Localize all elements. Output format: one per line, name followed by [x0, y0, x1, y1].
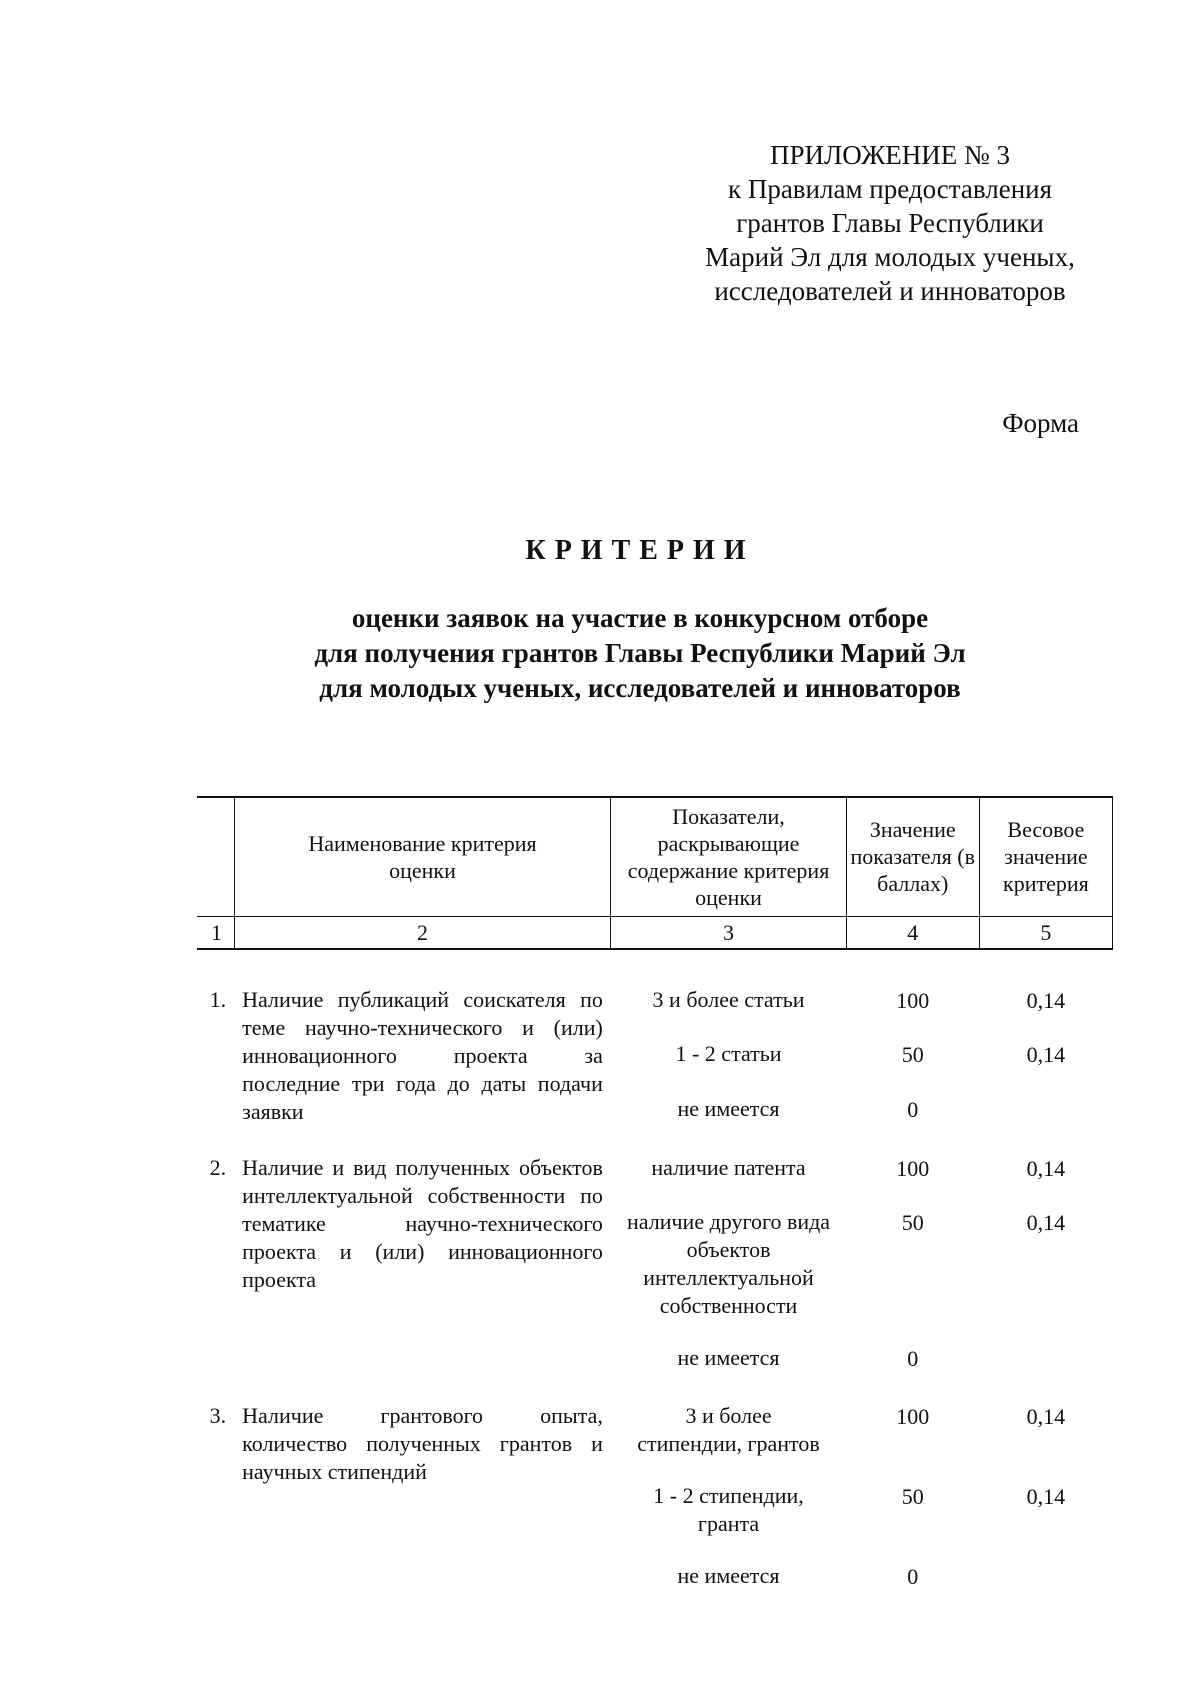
indicator-value: 0 — [907, 1345, 919, 1371]
header-score-value: Значение показателя (в баллах) — [846, 797, 979, 916]
criterion-number: 1. — [209, 986, 227, 1012]
column-number: 2 — [234, 916, 611, 949]
appendix-line: грантов Главы Республики — [736, 208, 1044, 238]
criterion-row — [197, 986, 1113, 1017]
column-number: 3 — [611, 916, 846, 949]
criterion-row — [197, 1402, 1113, 1458]
indicator-weight — [979, 1095, 1112, 1126]
indicator-weight: 0,14 — [1026, 1155, 1066, 1181]
column-number: 5 — [979, 916, 1112, 949]
indicator-weight: 0,14 — [1026, 1209, 1066, 1235]
column-number: 1 — [197, 916, 234, 949]
appendix-line: исследователей и инноваторов — [714, 276, 1066, 306]
header-indicators: Показатели, раскрывающие содержание критерия оценки — [611, 797, 846, 916]
indicator-label: не имеется — [677, 1095, 780, 1121]
indicator-value: 50 — [901, 1042, 924, 1068]
indicator-label: не имеется — [677, 1344, 780, 1370]
indicator-value: 100 — [896, 1403, 930, 1429]
appendix-line: Марий Эл для молодых ученых, — [705, 242, 1075, 272]
indicator-label: не имеется — [677, 1562, 780, 1588]
indicator-value: 0 — [907, 1563, 919, 1589]
subtitle-line: оценки заявок на участие в конкурсном отборе — [351, 603, 929, 633]
indicator-value: 100 — [896, 1155, 930, 1181]
indicator-value: 50 — [901, 1209, 924, 1235]
document-title: КРИТЕРИИ — [525, 535, 755, 566]
indicator-weight: 0,14 — [1026, 987, 1066, 1013]
indicator-label: 3 и более статьи — [652, 986, 805, 1012]
document-subtitle — [0, 601, 1200, 706]
criterion-row — [197, 1154, 1113, 1184]
indicator-label: 1 - 2 стипендии, гранта — [653, 1482, 804, 1536]
appendix-line: ПРИЛОЖЕНИЕ № 3 — [769, 140, 1011, 170]
indicator-label: наличие патента — [651, 1154, 806, 1180]
header-col-number — [197, 797, 234, 916]
appendix-line: к Правилам предоставления — [727, 174, 1053, 204]
header-row — [197, 797, 1113, 916]
indicator-label: 1 - 2 статьи — [675, 1041, 782, 1067]
indicator-weight: 0,14 — [1026, 1483, 1066, 1509]
indicator-label: наличие другого вида объектов интеллектуальной собственности — [627, 1208, 831, 1318]
criterion-name: Наличие грантового опыта, количество полученных грантов и научных стипендий — [242, 1402, 603, 1484]
indicator-weight: 0,14 — [1026, 1403, 1066, 1429]
indicator-weight — [979, 1344, 1112, 1374]
header-weight: Весовое значение критерия — [979, 797, 1112, 916]
indicator-label: 3 и более стипендии, грантов — [637, 1402, 820, 1456]
column-number: 4 — [846, 916, 979, 949]
appendix-header — [690, 138, 1090, 308]
header-criterion-name: Наименование критерия оценки — [234, 797, 611, 916]
form-label: Форма — [1002, 408, 1079, 438]
indicator-value: 50 — [901, 1483, 924, 1509]
criterion-name: Наличие публикаций соискателя по теме научно-технического и (или) инновационного проекта за последние три года до даты подачи заявки — [242, 986, 603, 1124]
subtitle-line: для молодых ученых, исследователей и инноваторов — [319, 673, 961, 703]
indicator-value: 0 — [907, 1096, 919, 1122]
subtitle-line: для получения грантов Главы Республики Марий Эл — [314, 638, 966, 668]
criterion-number: 2. — [209, 1154, 227, 1180]
indicator-weight — [979, 1562, 1112, 1592]
column-number-row — [197, 916, 1113, 949]
indicator-value: 100 — [896, 987, 930, 1013]
indicator-weight: 0,14 — [1026, 1042, 1066, 1068]
criteria-table — [197, 796, 1113, 1592]
criterion-name: Наличие и вид полученных объектов интеллектуальной собственности по тематике научно-технического проекта и (или) инновационного проекта — [242, 1154, 603, 1292]
criterion-number: 3. — [209, 1402, 227, 1428]
